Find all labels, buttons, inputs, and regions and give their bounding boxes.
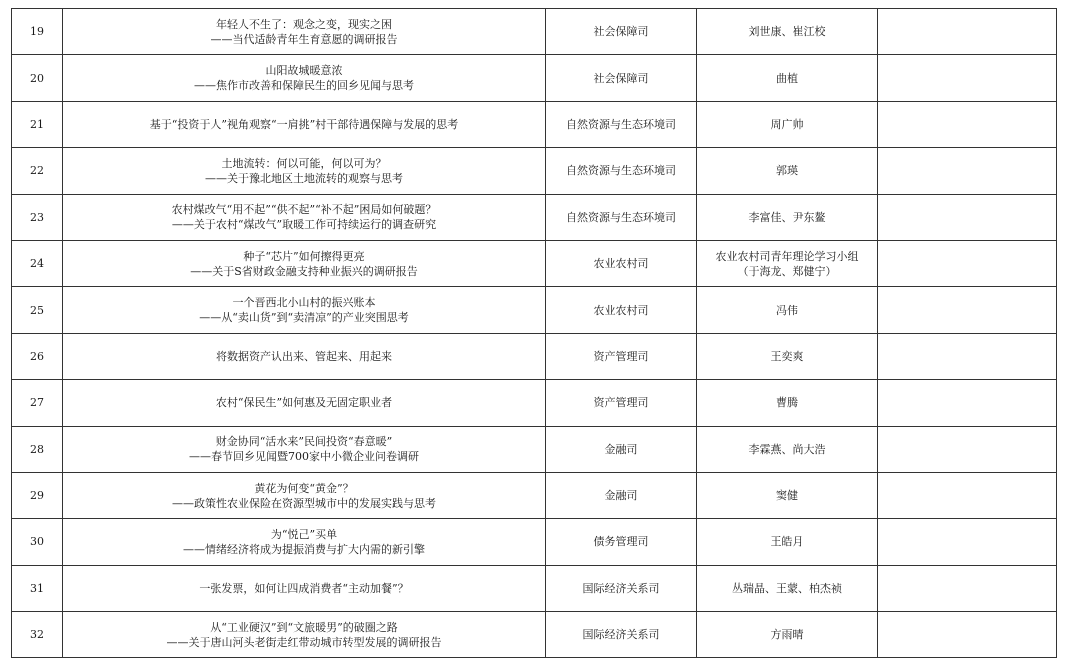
department-cell [546,194,697,240]
department: 社会保障司 [593,71,649,85]
department: 债务管理司 [593,535,649,549]
department: 资产管理司 [593,396,649,410]
table-row [12,333,1057,379]
authors: 曲植 [776,71,798,85]
title-cell [63,9,546,55]
title-main: 土地流转：何以可能，何以可为？ [221,156,387,170]
note-cell [878,287,1057,333]
authors-cell [697,519,878,565]
department-cell [546,333,697,379]
department-cell [546,426,697,472]
authors-cell [697,240,878,286]
department-cell [546,101,697,147]
authors-cell [697,287,878,333]
row-number: 21 [30,117,44,131]
title-cell [63,101,546,147]
authors-cell [697,194,878,240]
authors-cell [697,565,878,611]
title-cell [63,519,546,565]
table-row [12,55,1057,101]
row-number-cell [12,426,63,472]
authors-cell [697,612,878,658]
department: 社会保障司 [593,25,649,39]
title-main: 种子“芯片”如何擦得更亮 [243,249,365,263]
department-cell [546,380,697,426]
table-row [12,426,1057,472]
note-cell [878,333,1057,379]
title-subtitle: ——政策性农业保险在资源型城市中的发展实践与思考 [172,496,436,510]
authors: 方雨晴 [770,628,804,642]
row-number-cell [12,240,63,286]
row-number: 30 [30,535,44,549]
authors-cell [697,472,878,518]
table-row [12,194,1057,240]
authors-cell [697,101,878,147]
department: 农业农村司 [593,257,649,271]
department-cell [546,612,697,658]
row-number-cell [12,565,63,611]
title-subtitle: ——关于唐山河头老街走红带动城市转型发展的调研报告 [166,635,442,649]
department: 自然资源与生态环境司 [566,210,676,224]
note-cell [878,240,1057,286]
row-number: 26 [30,349,44,363]
row-number: 32 [30,628,44,642]
department: 资产管理司 [593,349,649,363]
note-cell [878,519,1057,565]
table-row [12,240,1057,286]
authors-cell [697,333,878,379]
row-number-cell [12,55,63,101]
department-cell [546,519,697,565]
title-cell [63,240,546,286]
department-cell [546,240,697,286]
authors-cell [697,380,878,426]
authors: 王皓月 [770,535,804,549]
row-number: 31 [30,581,44,595]
row-number: 27 [30,396,44,410]
authors: 刘世康、崔江校 [748,25,826,39]
authors: 郭瑛 [776,164,798,178]
authors: 冯伟 [776,303,798,317]
table-row [12,9,1057,55]
note-cell [878,612,1057,658]
table-row [12,287,1057,333]
row-number: 29 [30,489,44,503]
note-cell [878,565,1057,611]
note-cell [878,380,1057,426]
title-subtitle: ——关于S省财政金融支持种业振兴的调研报告 [190,264,418,278]
authors: 窦健 [776,489,798,503]
title-subtitle: ——关于农村“煤改气”取暖工作可持续运行的调查研究 [171,218,437,232]
note-cell [878,55,1057,101]
row-number-cell [12,380,63,426]
authors: 周广帅 [770,117,804,131]
row-number-cell [12,519,63,565]
title-cell [63,333,546,379]
title-subtitle: ——当代适龄青年生育意愿的调研报告 [210,32,398,46]
title-main: 年轻人不生了：观念之变，现实之困 [216,17,392,31]
department-cell [546,565,697,611]
title-main: 财金协同“活水来”民间投资“春意暖” [215,435,393,449]
title-main: 从“工业硬汉”到“文旅暖男”的破圈之路 [210,620,398,634]
table-row [12,519,1057,565]
authors-members: （于海龙、郑健宁） [737,264,837,278]
authors: 丛瑞晶、王蒙、柏杰祯 [732,581,842,595]
authors-cell [697,9,878,55]
authors: 曹腾 [776,396,798,410]
table-row [12,380,1057,426]
table-row [12,148,1057,194]
title-cell [63,148,546,194]
note-cell [878,148,1057,194]
note-cell [878,426,1057,472]
row-number-cell [12,472,63,518]
title-subtitle: ——春节回乡见闻暨700家中小微企业问卷调研 [189,450,419,464]
department-cell [546,9,697,55]
department: 国际经济关系司 [582,628,660,642]
title-cell [63,55,546,101]
department: 自然资源与生态环境司 [566,164,676,178]
title-subtitle: ——关于豫北地区土地流转的观察与思考 [205,171,403,185]
row-number-cell [12,612,63,658]
title-main: 黄花为何变“黄金”？ [254,481,354,495]
row-number-cell [12,194,63,240]
department: 国际经济关系司 [582,581,660,595]
title-main: 一张发票，如何让四成消费者“主动加餐”？ [199,581,409,595]
note-cell [878,101,1057,147]
title-main: 为“悦己”买单 [270,527,338,541]
table-row [12,565,1057,611]
title-subtitle: ——情绪经济将成为提振消费与扩大内需的新引擎 [183,542,425,556]
authors: 王奕爽 [770,349,804,363]
table-row [12,472,1057,518]
title-cell [63,472,546,518]
row-number: 28 [30,442,44,456]
table-body [12,9,1057,658]
note-cell [878,194,1057,240]
report-table [11,8,1057,658]
row-number: 22 [30,164,44,178]
title-main: 将数据资产认出来、管起来、用起来 [216,349,392,363]
row-number: 19 [30,25,44,39]
row-number: 25 [30,303,44,317]
row-number-cell [12,287,63,333]
row-number-cell [12,333,63,379]
title-subtitle: ——从“卖山货”到“卖清凉”的产业突围思考 [199,311,409,325]
authors: 李富佳、尹东鳌 [748,210,826,224]
authors: 农业农村司青年理论学习小组 [715,249,859,263]
authors: 李霖燕、尚大浩 [748,442,826,456]
title-cell [63,194,546,240]
authors-cell [697,148,878,194]
department: 金融司 [604,489,638,503]
row-number-cell [12,101,63,147]
table-row [12,101,1057,147]
title-main: 农村“保民生”如何惠及无固定职业者 [215,396,393,410]
title-main: 山阳故城暖意浓 [265,64,343,78]
row-number-cell [12,9,63,55]
note-cell [878,472,1057,518]
title-main: 基于“投资于人”视角观察“一肩挑”村干部待遇保障与发展的思考 [149,117,459,131]
table-row [12,612,1057,658]
title-cell [63,565,546,611]
department-cell [546,148,697,194]
row-number: 24 [30,257,44,271]
title-cell [63,612,546,658]
department: 自然资源与生态环境司 [566,117,676,131]
department-cell [546,55,697,101]
note-cell [878,9,1057,55]
title-subtitle: ——焦作市改善和保障民生的回乡见闻与思考 [194,79,414,93]
department-cell [546,472,697,518]
title-cell [63,426,546,472]
department: 农业农村司 [593,303,649,317]
authors-cell [697,426,878,472]
title-cell [63,287,546,333]
title-cell [63,380,546,426]
row-number: 20 [30,71,44,85]
row-number-cell [12,148,63,194]
title-main: 一个晋西北小山村的振兴账本 [232,296,376,310]
department: 金融司 [604,442,638,456]
authors-cell [697,55,878,101]
title-main: 农村煤改气“用不起”“供不起”“补不起”困局如何破题？ [171,203,437,217]
department-cell [546,287,697,333]
row-number: 23 [30,210,44,224]
